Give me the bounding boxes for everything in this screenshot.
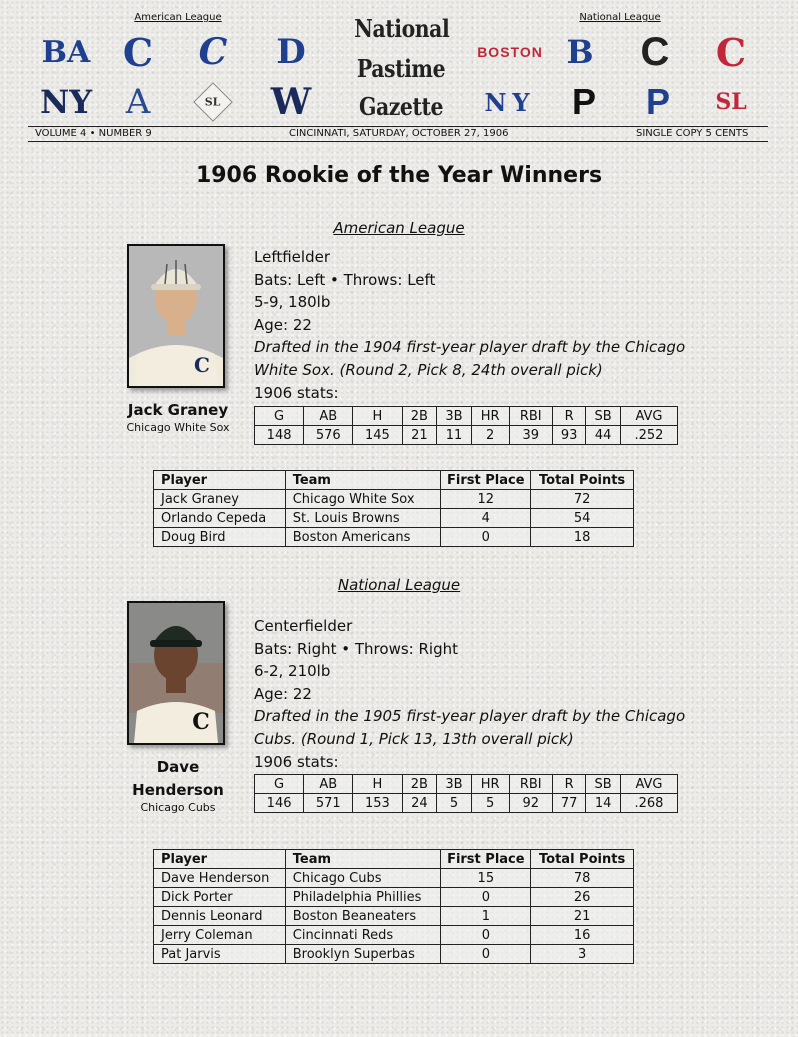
al-winner-team: Chicago White Sox [126,421,230,434]
stat-value: 5 [437,794,472,813]
vote-total-points: 21 [531,907,634,926]
vote-first-place: 15 [441,869,531,888]
page-title: 1906 Rookie of the Year Winners [195,163,603,188]
vote-total-points: 18 [531,528,634,547]
al-section-heading: American League [333,219,465,237]
stat-value: 148 [255,426,304,445]
stat-header: SB [586,775,621,794]
stat-header: 2B [402,407,437,426]
al-winner-bats-throws: Bats: Left • Throws: Left [254,270,436,289]
vote-first-place: 0 [441,926,531,945]
gazette-title-3: Gazette [358,92,444,121]
stat-value: 11 [437,426,472,445]
al-winner-size: 5-9, 180lb [254,293,331,312]
stat-header: HR [471,407,509,426]
al-logo-cleveland-icon: C [198,31,228,73]
vote-total-points: 26 [531,888,634,907]
stat-header: HR [471,775,509,794]
al-winner-position: Leftfielder [254,248,330,266]
masthead-rule-top [28,126,768,127]
nl-logo-cincinnati-icon: C [715,29,747,75]
nl-winner-position: Centerfielder [254,617,353,635]
table-row [154,509,634,528]
svg-text:C: C [194,353,210,377]
al-logo-boston-icon: BA [41,34,91,70]
dateline: CINCINNATI, SATURDAY, OCTOBER 27, 1906 [289,128,509,139]
stat-value: 39 [509,426,552,445]
vote-team: Philadelphia Phillies [285,888,441,907]
vote-team: Brooklyn Superbas [285,945,441,964]
volume-number: VOLUME 4 • NUMBER 9 [35,128,152,139]
nl-logo-philadelphia-icon: P [645,81,670,122]
stat-value: 2 [471,426,509,445]
al-stats-header-row [255,407,678,426]
votes-header: Team [285,850,441,869]
stat-value: 153 [353,794,402,813]
stat-header: RBI [509,775,552,794]
stat-header: AVG [620,775,677,794]
al-label: American League [134,12,222,23]
al-votes-header-row [154,471,634,490]
votes-header: Team [285,471,441,490]
table-row [154,869,634,888]
al-winner-name: Jack Graney [127,401,229,419]
stat-header: AVG [620,407,677,426]
vote-first-place: 0 [441,945,531,964]
vote-first-place: 0 [441,528,531,547]
stat-header: 3B [437,775,472,794]
stat-value: 571 [304,794,353,813]
vote-team: Chicago Cubs [285,869,441,888]
nl-logo-pittsburgh-icon: P [571,81,596,122]
vote-player: Jack Graney [154,490,286,509]
al-winner-age: Age: 22 [254,315,312,334]
vote-player: Jerry Coleman [154,926,286,945]
vote-player: Dennis Leonard [154,907,286,926]
vote-player: Doug Bird [154,528,286,547]
vote-first-place: 1 [441,907,531,926]
stat-header: 2B [402,775,437,794]
vote-team: Boston Americans [285,528,441,547]
votes-header: Player [154,471,286,490]
svg-text:C: C [192,709,210,735]
gazette-title-2: Pastime [356,54,446,83]
nl-stats-header-row [255,775,678,794]
stat-value: .252 [620,426,677,445]
table-row [154,888,634,907]
nl-stats-table [254,774,678,813]
nl-logo-newyork-icon: NY [484,87,536,117]
al-logo-washington-icon: W [270,81,312,123]
nl-label: National League [579,12,661,23]
table-row [154,490,634,509]
stat-value: 576 [304,426,353,445]
al-logo-detroit-icon: D [276,32,306,72]
vote-total-points: 16 [531,926,634,945]
al-logo-stlouis-icon: SL [183,82,243,122]
al-logo-newyork-icon: NY [39,83,93,121]
al-winner-stats-label: 1906 stats: [254,383,339,402]
al-winner-photo [127,244,225,388]
votes-header: Total Points [531,850,634,869]
masthead-rule-bottom [28,141,768,142]
nl-logo-boston-icon: BOSTON [477,44,543,60]
nl-winner-stats-label: 1906 stats: [254,752,339,771]
stat-header: H [353,407,402,426]
vote-total-points: 54 [531,509,634,528]
stat-value: 14 [586,794,621,813]
table-row [154,926,634,945]
nl-winner-age: Age: 22 [254,684,312,703]
vote-team: Chicago White Sox [285,490,441,509]
vote-total-points: 78 [531,869,634,888]
stat-header: G [255,407,304,426]
vote-player: Pat Jarvis [154,945,286,964]
nl-winner-name: Dave Henderson [132,758,224,799]
al-stats-table [254,406,678,445]
stat-value: 93 [552,426,585,445]
stat-header: R [552,407,585,426]
stat-value: 21 [402,426,437,445]
stat-value: 145 [353,426,402,445]
stat-header: 3B [437,407,472,426]
votes-header: First Place [441,471,531,490]
votes-header: First Place [441,850,531,869]
nl-winner-draft: Drafted in the 1905 first-year player draft by the Chicago Cubs. (Round 1, Pick 13, 13th overall pick) [254,707,686,748]
votes-header: Total Points [531,471,634,490]
stat-value: 77 [552,794,585,813]
stat-header: SB [586,407,621,426]
al-winner-draft: Drafted in the 1904 first-year player draft by the Chicago White Sox. (Round 2, Pick 8, 24th overall pick) [254,338,686,379]
stat-header: RBI [509,407,552,426]
nl-logo-stlouis-icon: SL [715,89,747,115]
stat-value: .268 [620,794,677,813]
vote-player: Orlando Cepeda [154,509,286,528]
vote-team: St. Louis Browns [285,509,441,528]
nl-logo-brooklyn-icon: B [566,33,594,71]
vote-total-points: 3 [531,945,634,964]
al-votes-table [153,470,634,547]
stat-value: 24 [402,794,437,813]
vote-team: Cincinnati Reds [285,926,441,945]
table-row [154,528,634,547]
table-row [154,907,634,926]
nl-winner-info [254,615,694,773]
al-stats-value-row [255,426,678,445]
nl-logo-chicago-icon: C [640,29,670,74]
stat-header: G [255,775,304,794]
stat-header: AB [304,407,353,426]
gazette-title-1: National [354,14,450,43]
al-logo-chicago-icon: C [122,29,154,75]
nl-stats-value-row [255,794,678,813]
stat-value: 146 [255,794,304,813]
stat-value: 92 [509,794,552,813]
vote-player: Dick Porter [154,888,286,907]
stat-header: R [552,775,585,794]
al-logo-philadelphia-icon: A [125,82,151,122]
vote-player: Dave Henderson [154,869,286,888]
nl-winner-bats-throws: Bats: Right • Throws: Right [254,639,458,658]
stat-header: AB [304,775,353,794]
price: SINGLE COPY 5 CENTS [636,128,749,139]
votes-header: Player [154,850,286,869]
table-row [154,945,634,964]
al-winner-info [254,246,694,404]
vote-first-place: 4 [441,509,531,528]
nl-winner-size: 6-2, 210lb [254,662,331,681]
vote-total-points: 72 [531,490,634,509]
vote-team: Boston Beaneaters [285,907,441,926]
stat-value: 5 [471,794,509,813]
nl-section-heading: National League [337,576,461,594]
vote-first-place: 0 [441,888,531,907]
stat-header: H [353,775,402,794]
vote-first-place: 12 [441,490,531,509]
nl-winner-team: Chicago Cubs [140,801,216,814]
nl-votes-table [153,849,634,964]
nl-winner-photo [127,601,225,745]
stat-value: 44 [586,426,621,445]
nl-votes-header-row [154,850,634,869]
